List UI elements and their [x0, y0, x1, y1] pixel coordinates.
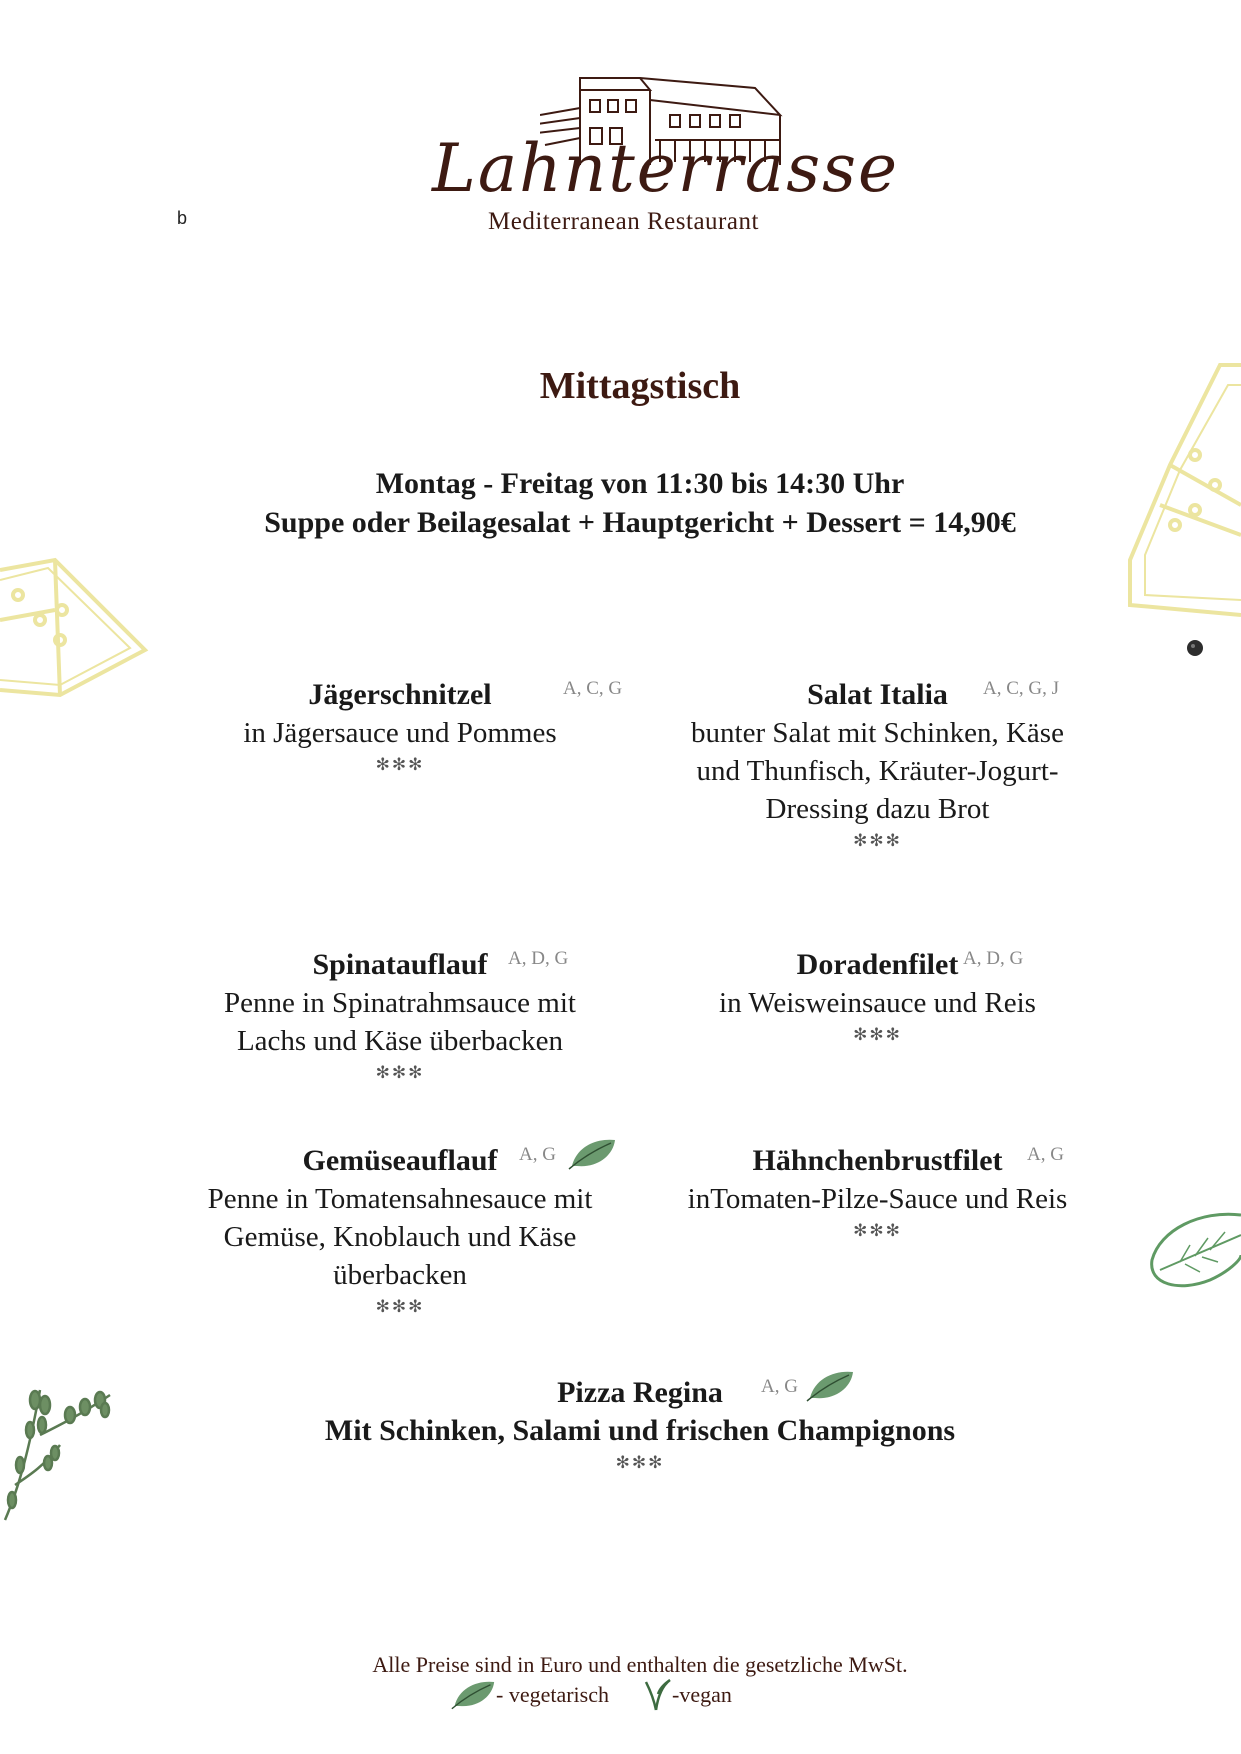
separator-stars: ✻✻✻	[853, 1221, 902, 1240]
dish-item	[165, 1142, 635, 1318]
dish-item	[645, 946, 1110, 1046]
separator-stars: ✻✻✻	[853, 1025, 902, 1044]
dish-name: Spinatauflauf	[312, 948, 488, 981]
allergen-codes: A, C, G, J	[983, 678, 1060, 699]
dish-description: Dressing dazu Brot	[765, 793, 990, 825]
vegetarian-leaf-icon	[450, 1678, 496, 1710]
separator-stars: ✻✻✻	[375, 755, 425, 774]
dish-name: Doradenfilet	[796, 948, 959, 981]
dish-description: bunter Salat mit Schinken, Käse	[691, 717, 1064, 749]
dish-description: Lachs und Käse überbacken	[236, 1025, 564, 1057]
lunch-hours-info	[0, 464, 1241, 542]
price-line: Suppe oder Beilagesalat + Hauptgericht + Dessert = 14,90€	[264, 506, 1016, 539]
peppercorn-icon	[1185, 638, 1205, 658]
dish-item	[170, 676, 630, 776]
dish-item	[170, 946, 630, 1084]
dish-description: in Weisweinsauce und Reis	[719, 987, 1036, 1019]
allergen-codes: A, D, G	[508, 948, 569, 969]
dish-description: Gemüse, Knoblauch und Käse	[223, 1221, 577, 1253]
dish-item	[240, 1374, 1040, 1474]
dish-name: Pizza Regina	[557, 1376, 723, 1409]
thyme-sprig-decoration	[0, 1375, 120, 1525]
allergen-codes: A, D, G	[963, 948, 1024, 969]
stray-character: b	[177, 208, 188, 228]
dish-description: und Thunfisch, Kräuter-Jogurt-	[696, 755, 1059, 787]
separator-stars: ✻✻✻	[615, 1453, 665, 1472]
vegan-sprout-icon	[642, 1676, 674, 1712]
separator-stars: ✻✻✻	[375, 1297, 425, 1316]
vegetarian-leaf-icon	[805, 1368, 855, 1402]
hours-line: Montag - Freitag von 11:30 bis 14:30 Uhr	[375, 467, 905, 500]
allergen-codes: A, G	[519, 1144, 556, 1165]
dish-description: Mit Schinken, Salami und frischen Champignons	[324, 1414, 956, 1447]
dish-description: in Jägersauce und Pommes	[243, 717, 557, 749]
basil-leaf-decoration	[1140, 1200, 1241, 1300]
dish-name: Jägerschnitzel	[308, 678, 492, 711]
restaurant-logo	[420, 70, 900, 240]
allergen-codes: A, G	[761, 1376, 798, 1397]
separator-stars: ✻✻✻	[375, 1063, 425, 1082]
vegetarian-leaf-icon	[567, 1136, 617, 1170]
dish-name: Gemüseauflauf	[302, 1144, 498, 1177]
dish-description: inTomaten-Pilze-Sauce und Reis	[687, 1183, 1068, 1215]
dish-item	[645, 676, 1110, 852]
dish-description: überbacken	[333, 1259, 467, 1291]
allergen-codes: A, C, G	[563, 678, 623, 699]
legend	[450, 1676, 850, 1716]
allergen-codes: A, G	[1027, 1144, 1064, 1165]
logo-wordmark: Lahnterrasse	[432, 130, 900, 207]
page-title: Mittagstisch	[539, 365, 741, 407]
price-note: Alle Preise sind in Euro und enthalten die gesetzliche MwSt.	[372, 1652, 908, 1677]
vegetarian-label: - vegetarisch	[496, 1682, 609, 1707]
dish-item	[645, 1142, 1110, 1242]
separator-stars: ✻✻✻	[853, 831, 902, 850]
dish-name: Salat Italia	[807, 678, 948, 711]
logo-subtitle: Mediterranean Restaurant	[488, 208, 759, 235]
dish-name: Hähnchenbrustfilet	[752, 1144, 1003, 1177]
vegan-label: -vegan	[672, 1682, 732, 1707]
dish-description: Penne in Spinatrahmsauce mit	[224, 987, 576, 1019]
dish-description: Penne in Tomatensahnesauce mit	[207, 1183, 593, 1215]
